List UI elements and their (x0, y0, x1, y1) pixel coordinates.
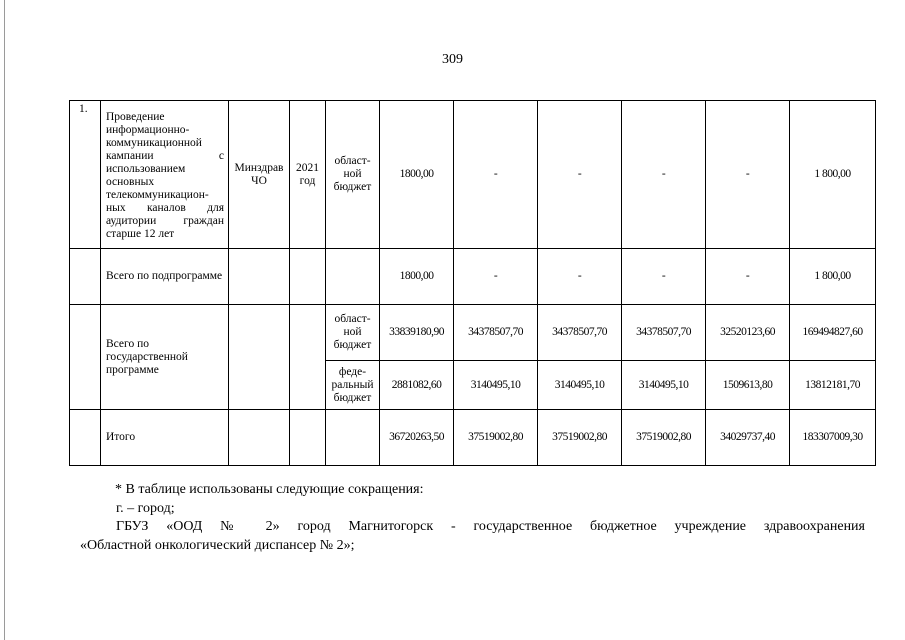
activity-name-line: кампании с (106, 149, 224, 162)
empty-cell (229, 410, 290, 466)
empty-cell (290, 410, 326, 466)
activity-name-line: Проведение (106, 110, 165, 123)
empty-cell (326, 410, 380, 466)
notes-abbrev-hospital-cont: «Областной онкологический диспансер № 2»; (80, 538, 355, 553)
activity-name-line: информационно- (106, 123, 190, 136)
empty-cell (290, 249, 326, 305)
value-cell: 34378507,70 (538, 305, 622, 361)
empty-cell (326, 249, 380, 305)
value-cell: - (538, 101, 622, 249)
activity-name-line: коммуникационной (106, 136, 202, 149)
funding-source: феде-ральный бюджет (326, 361, 380, 410)
activity-name-line: ных каналов для (106, 201, 224, 214)
executor-cell: Минздрав ЧО (229, 101, 290, 249)
notes-abbrev-city: г. – город; (116, 501, 175, 516)
value-cell: 2881082,60 (380, 361, 454, 410)
empty-cell (229, 249, 290, 305)
notes-abbrev-hospital: ГБУЗ «ООД № 2» город Магнитогорск - государственное бюджетное учреждение здравоохранения (116, 519, 865, 534)
value-cell: 37519002,80 (538, 410, 622, 466)
value-cell: 32520123,60 (706, 305, 790, 361)
value-cell: 3140495,10 (622, 361, 706, 410)
value-cell: 3140495,10 (538, 361, 622, 410)
value-cell: 37519002,80 (454, 410, 538, 466)
empty-cell (70, 305, 101, 410)
value-cell: 3140495,10 (454, 361, 538, 410)
total-cell: 183307009,30 (790, 410, 876, 466)
subprogram-total-label: Всего по подпрограмме (101, 249, 229, 305)
notes-intro: * В таблице использованы следующие сокращения: (115, 482, 424, 497)
value-cell: 1800,00 (380, 249, 454, 305)
value-cell: 34378507,70 (454, 305, 538, 361)
activity-name (101, 101, 229, 249)
table-row (70, 101, 876, 249)
value-cell: 34378507,70 (622, 305, 706, 361)
value-cell: - (454, 101, 538, 249)
value-cell: - (454, 249, 538, 305)
table-row (70, 249, 876, 305)
value-cell: - (706, 249, 790, 305)
funding-source: област-ной бюджет (326, 101, 380, 249)
empty-cell (229, 305, 290, 410)
total-cell: 1 800,00 (790, 101, 876, 249)
value-cell: 1509613,80 (706, 361, 790, 410)
value-cell: - (538, 249, 622, 305)
empty-cell (70, 249, 101, 305)
table-row (70, 410, 876, 466)
value-cell: 1800,00 (380, 101, 454, 249)
activity-name-line: старше 12 лет (106, 227, 175, 240)
grand-total-label: Итого (101, 410, 229, 466)
value-cell: - (706, 101, 790, 249)
page-number: 309 (442, 52, 463, 67)
activity-name-line: использованием (106, 162, 186, 175)
total-cell: 169494827,60 (790, 305, 876, 361)
value-cell: 33839180,90 (380, 305, 454, 361)
row-index: 1. (70, 101, 101, 249)
empty-cell (70, 410, 101, 466)
funding-source: област-ной бюджет (326, 305, 380, 361)
total-cell: 1 800,00 (790, 249, 876, 305)
program-total-label: Всего по государственной программе (101, 305, 229, 410)
value-cell: - (622, 249, 706, 305)
program-table (69, 100, 876, 466)
activity-name-line: аудитории граждан (106, 214, 224, 227)
activity-name-line: основных (106, 175, 155, 188)
value-cell: 36720263,50 (380, 410, 454, 466)
value-cell: 34029737,40 (706, 410, 790, 466)
activity-name-line: телекоммуникацион- (106, 188, 209, 201)
value-cell: 37519002,80 (622, 410, 706, 466)
total-cell: 13812181,70 (790, 361, 876, 410)
value-cell: - (622, 101, 706, 249)
table-row (70, 305, 876, 361)
page-left-border (4, 0, 5, 640)
empty-cell (290, 305, 326, 410)
year-cell: 2021 год (290, 101, 326, 249)
